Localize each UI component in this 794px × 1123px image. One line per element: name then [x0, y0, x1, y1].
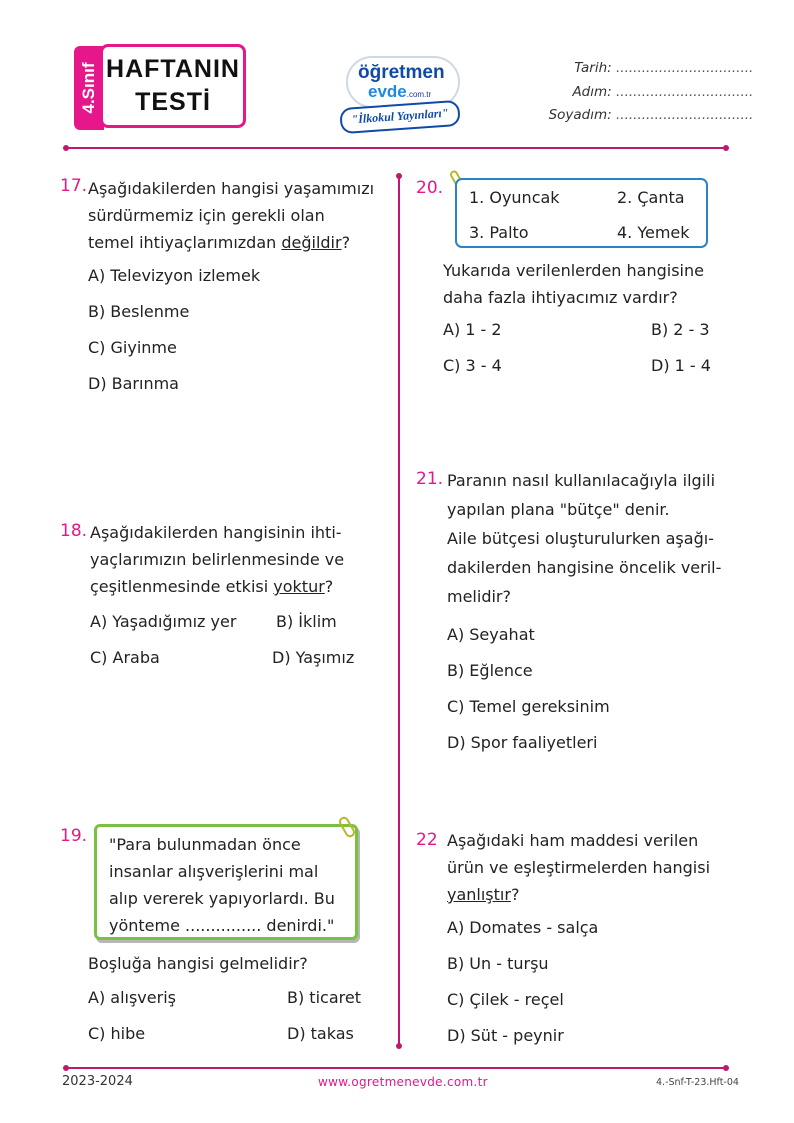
- footer-code: 4.-Snf-T-23.Hft-04: [656, 1077, 739, 1088]
- question-22-number: 22: [416, 830, 438, 850]
- date-blank: ................................: [616, 60, 754, 76]
- question-number: 18.: [60, 521, 88, 541]
- name-blank: ................................: [616, 84, 754, 100]
- q19-option-c[interactable]: C) hibe: [88, 1024, 146, 1043]
- logo-word-2: evde.com.tr: [368, 82, 432, 101]
- q21-option-a[interactable]: A) Seyahat: [447, 625, 535, 644]
- q19-option-d[interactable]: D) takas: [287, 1024, 354, 1043]
- question-19-number: 19.: [60, 826, 88, 846]
- logo-tagline: "İlkokul Yayınları": [339, 100, 461, 134]
- name-label: Adım:: [572, 84, 612, 100]
- column-divider: [398, 176, 400, 1046]
- grade-label: 4.Sınıf: [79, 62, 98, 114]
- q21-option-b[interactable]: B) Eğlence: [447, 661, 533, 680]
- option-c[interactable]: C) Araba: [90, 648, 160, 667]
- quote-box: [94, 824, 358, 940]
- q22-option-b[interactable]: B) Un - turşu: [447, 954, 549, 973]
- question-20-number: 20.: [416, 178, 444, 198]
- question-text: Aşağıdakilerden hangisi yaşamımızı sürdürmemiz için gerekli olan temel ihtiyaçlarımızdan değildir?: [88, 179, 375, 252]
- option-c[interactable]: C) Giyinme: [88, 338, 177, 357]
- q20-option-a[interactable]: A) 1 - 2: [443, 320, 502, 339]
- question-22-text: Aşağıdaki ham maddesi verilen ürün ve eşleştirmelerden hangisi yanlıştır?: [447, 831, 711, 904]
- question-21-number: 21.: [416, 469, 444, 489]
- surname-blank: ................................: [616, 107, 754, 123]
- question-19-text: Boşluğa hangisi gelmelidir?: [88, 954, 308, 973]
- q20-option-d[interactable]: D) 1 - 4: [651, 356, 711, 375]
- surname-field[interactable]: [520, 107, 754, 123]
- option-d[interactable]: D) Yaşımız: [272, 648, 355, 667]
- title-line-2: TESTİ: [135, 88, 211, 116]
- q22-option-a[interactable]: A) Domates - salça: [447, 918, 599, 937]
- title-line-1: HAFTANIN: [106, 55, 240, 83]
- question-20-text: Yukarıda verilenlerden hangisine daha fazla ihtiyacımız vardır?: [443, 261, 704, 307]
- question-text: Aşağıdakilerden hangisinin ihti- yaçlarımızın belirlenmesinde ve çeşitlenmesinde etkisi yoktur?: [90, 523, 345, 596]
- item-2: 2. Çanta: [617, 188, 685, 207]
- option-b[interactable]: B) İklim: [276, 612, 337, 631]
- footer-url[interactable]: www.ogretmenevde.com.tr: [318, 1075, 488, 1089]
- q20-option-c[interactable]: C) 3 - 4: [443, 356, 502, 375]
- question-number: 17.: [60, 176, 88, 196]
- q20-option-b[interactable]: B) 2 - 3: [651, 320, 710, 339]
- option-a[interactable]: A) Yaşadığımız yer: [90, 612, 237, 631]
- question-21-text: Paranın nasıl kullanılacağıyla ilgili yapılan plana "bütçe" denir. Aile bütçesi oluşturulurken aşağı- dakilerden hangisine öncelik veril- melidir?: [447, 471, 722, 606]
- date-label: Tarih:: [574, 60, 612, 76]
- date-field[interactable]: [520, 60, 754, 76]
- option-b[interactable]: B) Beslenme: [88, 302, 190, 321]
- footer-divider: [66, 1067, 726, 1069]
- option-d[interactable]: D) Barınma: [88, 374, 179, 393]
- logo-word-1: öğretmen: [358, 62, 445, 83]
- q21-option-d[interactable]: D) Spor faaliyetleri: [447, 733, 598, 752]
- q19-option-b[interactable]: B) ticaret: [287, 988, 361, 1007]
- name-field[interactable]: [520, 84, 754, 100]
- q22-option-d[interactable]: D) Süt - peynir: [447, 1026, 564, 1045]
- item-4: 4. Yemek: [617, 223, 690, 242]
- publisher-logo: [338, 44, 460, 130]
- item-3: 3. Palto: [469, 223, 529, 242]
- item-1: 1. Oyuncak: [469, 188, 560, 207]
- q22-option-c[interactable]: C) Çilek - reçel: [447, 990, 564, 1009]
- option-a[interactable]: A) Televizyon izlemek: [88, 266, 261, 285]
- q19-option-a[interactable]: A) alışveriş: [88, 988, 176, 1007]
- footer-year: 2023-2024: [62, 1074, 133, 1089]
- quote-text: "Para bulunmadan önce insanlar alışverişlerini mal alıp vererek yapıyorlardı. Bu yönteme ............... denirdi.": [109, 835, 335, 935]
- q21-option-c[interactable]: C) Temel gereksinim: [447, 697, 610, 716]
- items-box: [455, 178, 708, 248]
- surname-label: Soyadım:: [548, 107, 612, 123]
- logo-domain: .com.tr: [406, 90, 432, 99]
- header-divider: [66, 147, 726, 149]
- test-title-box: [100, 44, 246, 128]
